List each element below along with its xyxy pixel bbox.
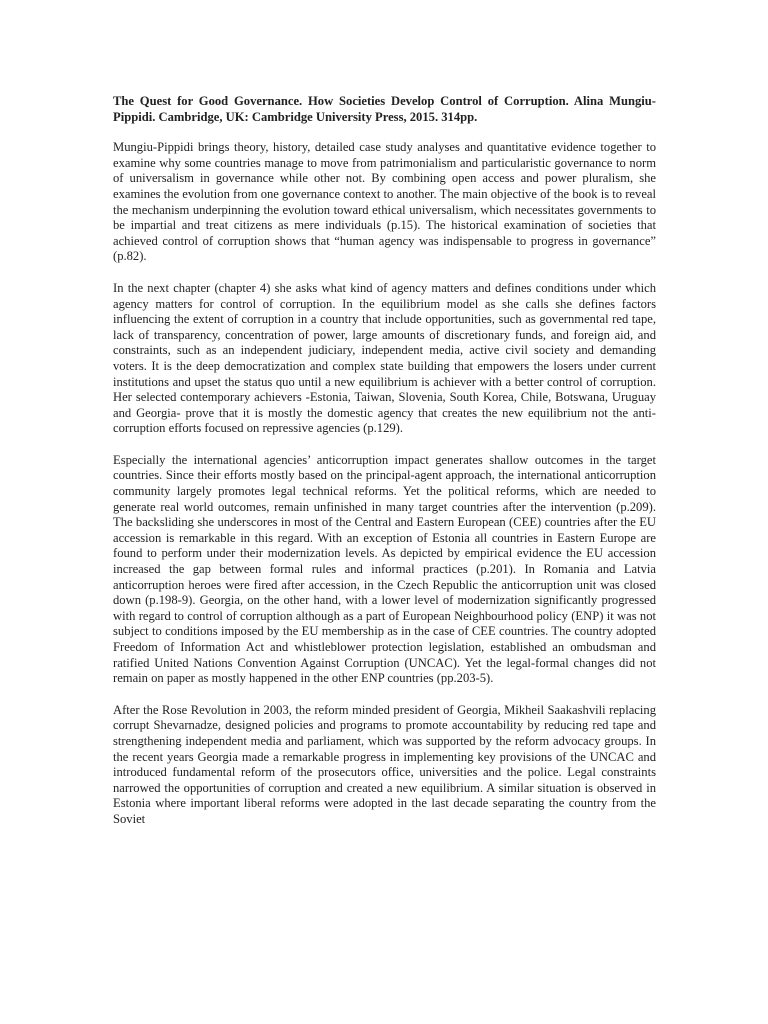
paragraph-3: Especially the international agencies’ anticorruption impact generates shallow outcomes in the target countries. Since their efforts mostly based on the principal-agent approach, the international anticorruption community largely promotes legal technical reforms. Yet the political reforms, which are needed to generate real world outcomes, remain unfinished in many target countries after the intervention (p.209). The backsliding she underscores in most of the Central and Eastern European (CEE) countries after the EU accession is remarkable in this regard. With an exception of Estonia all countries in Eastern Europe are found to perform under their modernization levels. As depicted by empirical evidence the EU accession increased the gap between formal rules and informal practices (p.201). In Romania and Latvia anticorruption heroes were fired after accession, in the Czech Republic the anticorruption unit was closed down (p.198-9). Georgia, on the other hand, with a lower level of modernization significantly progressed with regard to control of corruption although as a part of European Neighbourhood policy (ENP) it was not subject to conditions imposed by the EU membership as in the case of CEE countries. The country adopted Freedom of Information Act and whistleblower protection legislation, established an ombudsman and ratified United Nations Convention Against Corruption (UNCAC). Yet the legal-formal changes did not remain on paper as mostly happened in the other ENP countries (pp.203-5). <box>113 452 656 686</box>
paragraph-4: After the Rose Revolution in 2003, the reform minded president of Georgia, Mikheil Saakashvili replacing corrupt Shevarnadze, designed policies and programs to promote accountability by reducing red tape and strengthening independent media and parliament, which was supported by the reform advocacy groups. In the recent years Georgia made a remarkable progress in implementing key provisions of the UNCAC and introduced fundamental reform of the prosecutors office, universities and the police. Legal constraints narrowed the opportunities of corruption and created a new equilibrium. A similar situation is observed in Estonia where important liberal reforms were adopted in the last decade separating the country from the Soviet <box>113 702 656 826</box>
paragraph-2: In the next chapter (chapter 4) she asks what kind of agency matters and defines conditions under which agency matters for control of corruption. In the equilibrium model as she calls she defines factors influencing the extent of corruption in a country that include opportunities, such as governmental red tape, lack of transparency, concentration of power, large amounts of discretionary funds, and foreign aid, and constraints, such as an independent judiciary, independent media, active civil society and demanding voters. It is the deep democratization and complex state building that empowers the losers under current institutions and upset the status quo until a new equilibrium is achiever with a better control of corruption. Her selected contemporary achievers -Estonia, Taiwan, Slovenia, South Korea, Chile, Botswana, Uruguay and Georgia- prove that it is mostly the domestic agency that creates the new equilibrium not the anti-corruption efforts focused on repressive agencies (p.129). <box>113 280 656 436</box>
document-page <box>113 94 656 844</box>
document-title: The Quest for Good Governance. How Societies Develop Control of Corruption. Alina Mungiu-Pippidi. Cambridge, UK: Cambridge University Press, 2015. 314pp. <box>113 94 656 124</box>
paragraph-1: Mungiu-Pippidi brings theory, history, detailed case study analyses and quantitative evidence together to examine why some countries manage to move from patrimonialism and particularistic governance to norm of universalism in governance while other not. By combining open access and power pluralism, she examines the evolution from one governance context to another. The main objective of the book is to reveal the mechanism underpinning the evolution toward ethical universalism, which necessitates governments to be impartial and treat citizens as mere individuals (p.15). The historical examination of societies that achieved control of corruption shows that “human agency was indispensable to progress in governance” (p.82). <box>113 140 656 264</box>
